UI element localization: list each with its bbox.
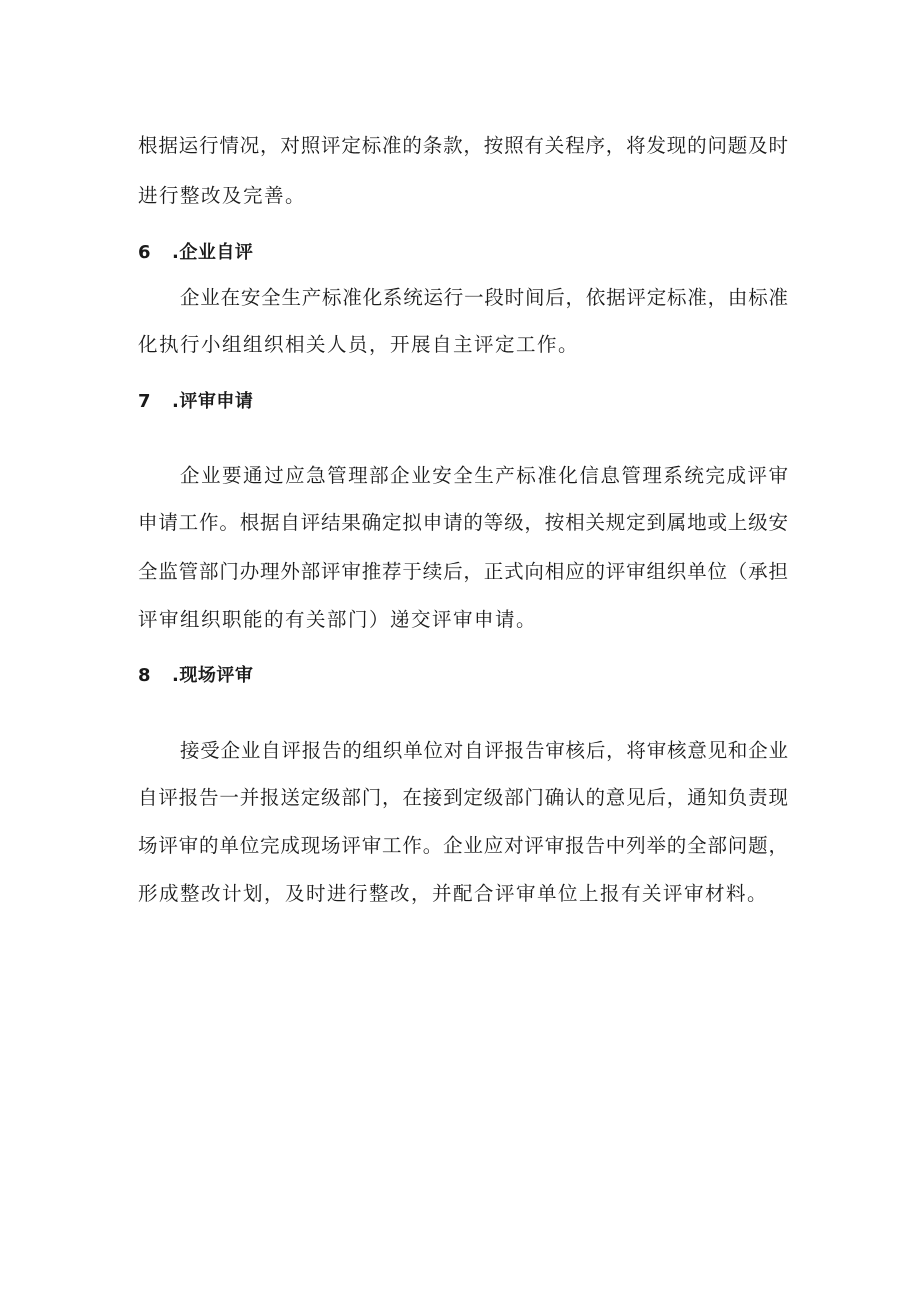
section-6-line-2: 化执行小组组织相关人员，开展自主评定工作。 <box>138 333 580 356</box>
section-7-title: .评审申请 <box>172 391 254 412</box>
section-6-title: .企业自评 <box>172 242 254 263</box>
section-6-line-1: 企业在安全生产标准化系统运行一段时间后，依据评定标准，由标准 <box>180 286 788 309</box>
section-7-heading <box>138 389 253 415</box>
section-6-heading <box>138 240 253 266</box>
section-8-heading <box>138 663 253 689</box>
section-8-line-4: 形成整改计划，及时进行整改，并配合评审单位上报有关评审材料。 <box>138 882 769 905</box>
section-7-line-3: 全监管部门办理外部评审推荐于续后，正式向相应的评审组织单位（承担 <box>138 560 788 583</box>
section-8-line-2: 自评报告一并报送定级部门，在接到定级部门确认的意见后，通知负责现 <box>138 786 788 809</box>
section-8-line-3: 场评审的单位完成现场评审工作。企业应对评审报告中列举的全部问题， <box>138 834 788 857</box>
section-7-line-4: 评审组织职能的有关部门）递交评审申请。 <box>138 608 538 631</box>
intro-line-2: 进行整改及完善。 <box>138 184 307 207</box>
section-8-line-1: 接受企业自评报告的组织单位对自评报告审核后，将审核意见和企业 <box>180 739 788 762</box>
section-7-line-1: 企业要通过应急管理部企业安全生产标准化信息管理系统完成评审 <box>180 464 788 487</box>
section-7-line-2: 申请工作。根据自评结果确定拟申请的等级，按相关规定到属地或上级安 <box>138 511 788 534</box>
intro-line-1: 根据运行情况，对照评定标准的条款，按照有关程序，将发现的问题及时 <box>138 134 788 157</box>
section-8-number: 8 <box>138 665 152 686</box>
section-7-number: 7 <box>138 391 152 412</box>
section-8-title: .现场评审 <box>172 665 254 686</box>
section-6-number: 6 <box>138 242 152 263</box>
